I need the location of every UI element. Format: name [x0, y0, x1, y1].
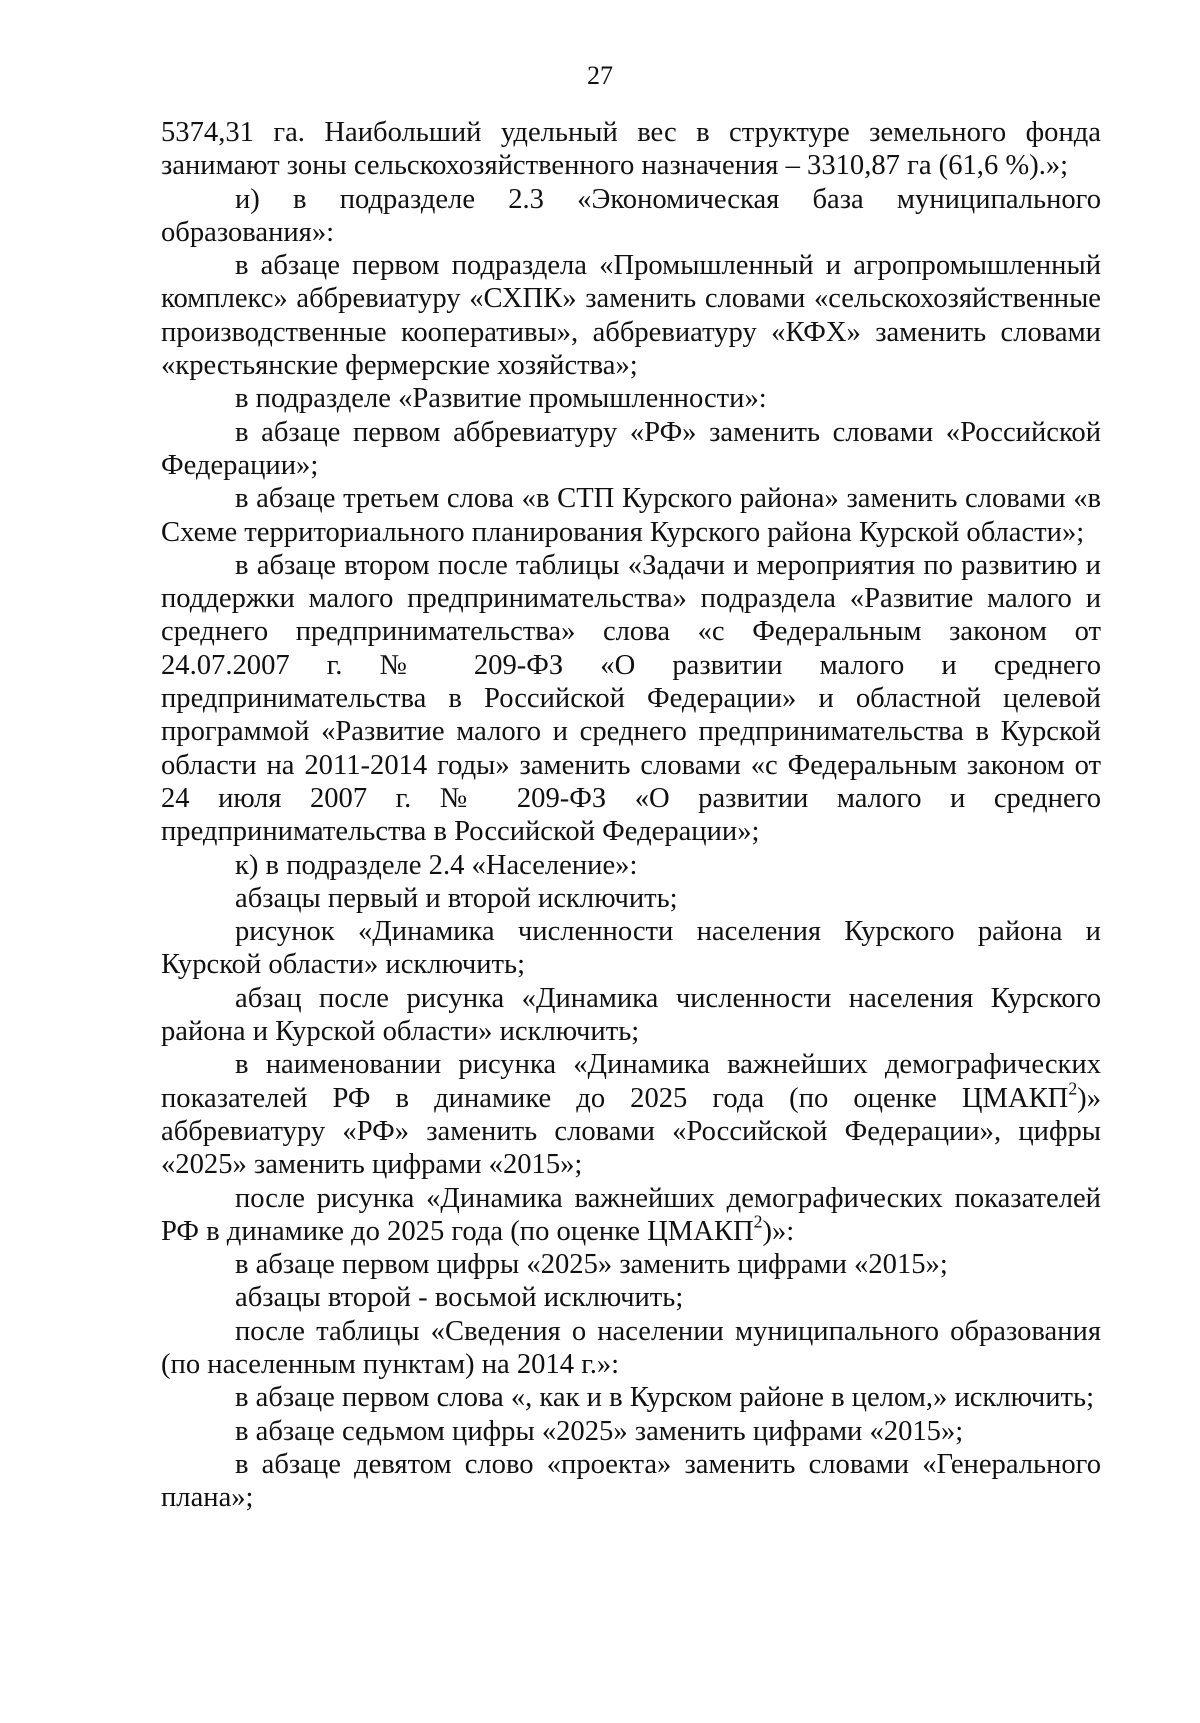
paragraph: в абзаце первом аббревиатуру «РФ» заменить словами «Российской Федерации»;: [161, 416, 1101, 481]
paragraph: к) в подразделе 2.4 «Население»:: [235, 849, 638, 881]
paragraph: после таблицы «Сведения о населении муниципального образования (по населенным пунктам) на 2014 г.»:: [161, 1315, 1101, 1380]
paragraph: абзацы первый и второй исключить;: [235, 882, 678, 914]
paragraph-text: )» аббревиатуру «РФ» заменить словами «Российской Федерации», цифры «2025» заменить цифрами «2015»;: [161, 1082, 1101, 1181]
paragraph: в абзаце первом цифры «2025» заменить цифрами «2015»;: [235, 1249, 948, 1281]
paragraph: абзацы второй - восьмой исключить;: [235, 1282, 684, 1314]
paragraph: в абзаце девятом слово «проекта» заменить словами «Генерального плана»;: [161, 1448, 1101, 1514]
paragraph: [161, 1182, 1101, 1249]
paragraph-text: )»:: [762, 1215, 795, 1247]
paragraph: рисунок «Динамика численности населения Курского района и Курской области» исключить;: [161, 916, 1101, 981]
paragraph-text: после рисунка «Динамика важнейших демографических показателей РФ в динамике до 2025 года (по оценке ЦМАКП: [161, 1182, 1101, 1247]
paragraph: в абзаце первом слова «, как и в Курском районе в целом,» исключить;: [235, 1382, 1095, 1414]
paragraph: абзац после рисунка «Динамика численности населения Курского района и Курской области» исключить;: [161, 982, 1101, 1048]
page-number: 27: [587, 61, 613, 90]
paragraph: в абзаце первом подраздела «Промышленный и агропромышленный комплекс» аббревиатуру «СХПК» заменить словами «сельскохозяйственные производственные кооперативы», аббревиатуру «КФХ» заменить словами «крестьянские фермерские хозяйства»;: [161, 250, 1101, 382]
paragraph: [161, 1048, 1101, 1181]
footnote-marker: 2: [753, 1211, 763, 1232]
document-body: [161, 116, 1101, 1514]
paragraph: в абзаце третьем слова «в СТП Курского района» заменить словами «в Схеме территориального планирования Курского района Курской области»;: [161, 483, 1101, 548]
paragraph: и) в подразделе 2.3 «Экономическая база муниципального образования»:: [161, 183, 1101, 248]
paragraph: 5374,31 га. Наибольший удельный вес в структуре земельного фонда занимают зоны сельскохозяйственного назначения – 3310,87 га (61,6 %).»;: [161, 117, 1101, 182]
paragraph-text: в наименовании рисунка «Динамика важнейших демографических показателей РФ в динамике до 2025 года (по оценке ЦМАКП: [161, 1049, 1101, 1114]
paragraph: в подразделе «Развитие промышленности»:: [235, 383, 767, 415]
paragraph: в абзаце втором после таблицы «Задачи и мероприятия по развитию и поддержки малого предпринимательства» подраздела «Развитие малого и среднего предпринимательства» слова «с Федеральным законом от 24.07.2007 г. № 209-ФЗ «О развитии малого и среднего предпринимательства в Российской Федерации» и областной целевой программой «Развитие малого и среднего предпринимательства в Курской области на 2011-2014 годы» заменить словами «с Федеральным законом от 24 июля 2007 г. № 209-ФЗ «О развитии малого и среднего предпринимательства в Российской Федерации»;: [161, 549, 1101, 848]
paragraph: в абзаце седьмом цифры «2025» заменить цифрами «2015»;: [235, 1415, 964, 1447]
footnote-marker: 2: [1068, 1078, 1078, 1099]
